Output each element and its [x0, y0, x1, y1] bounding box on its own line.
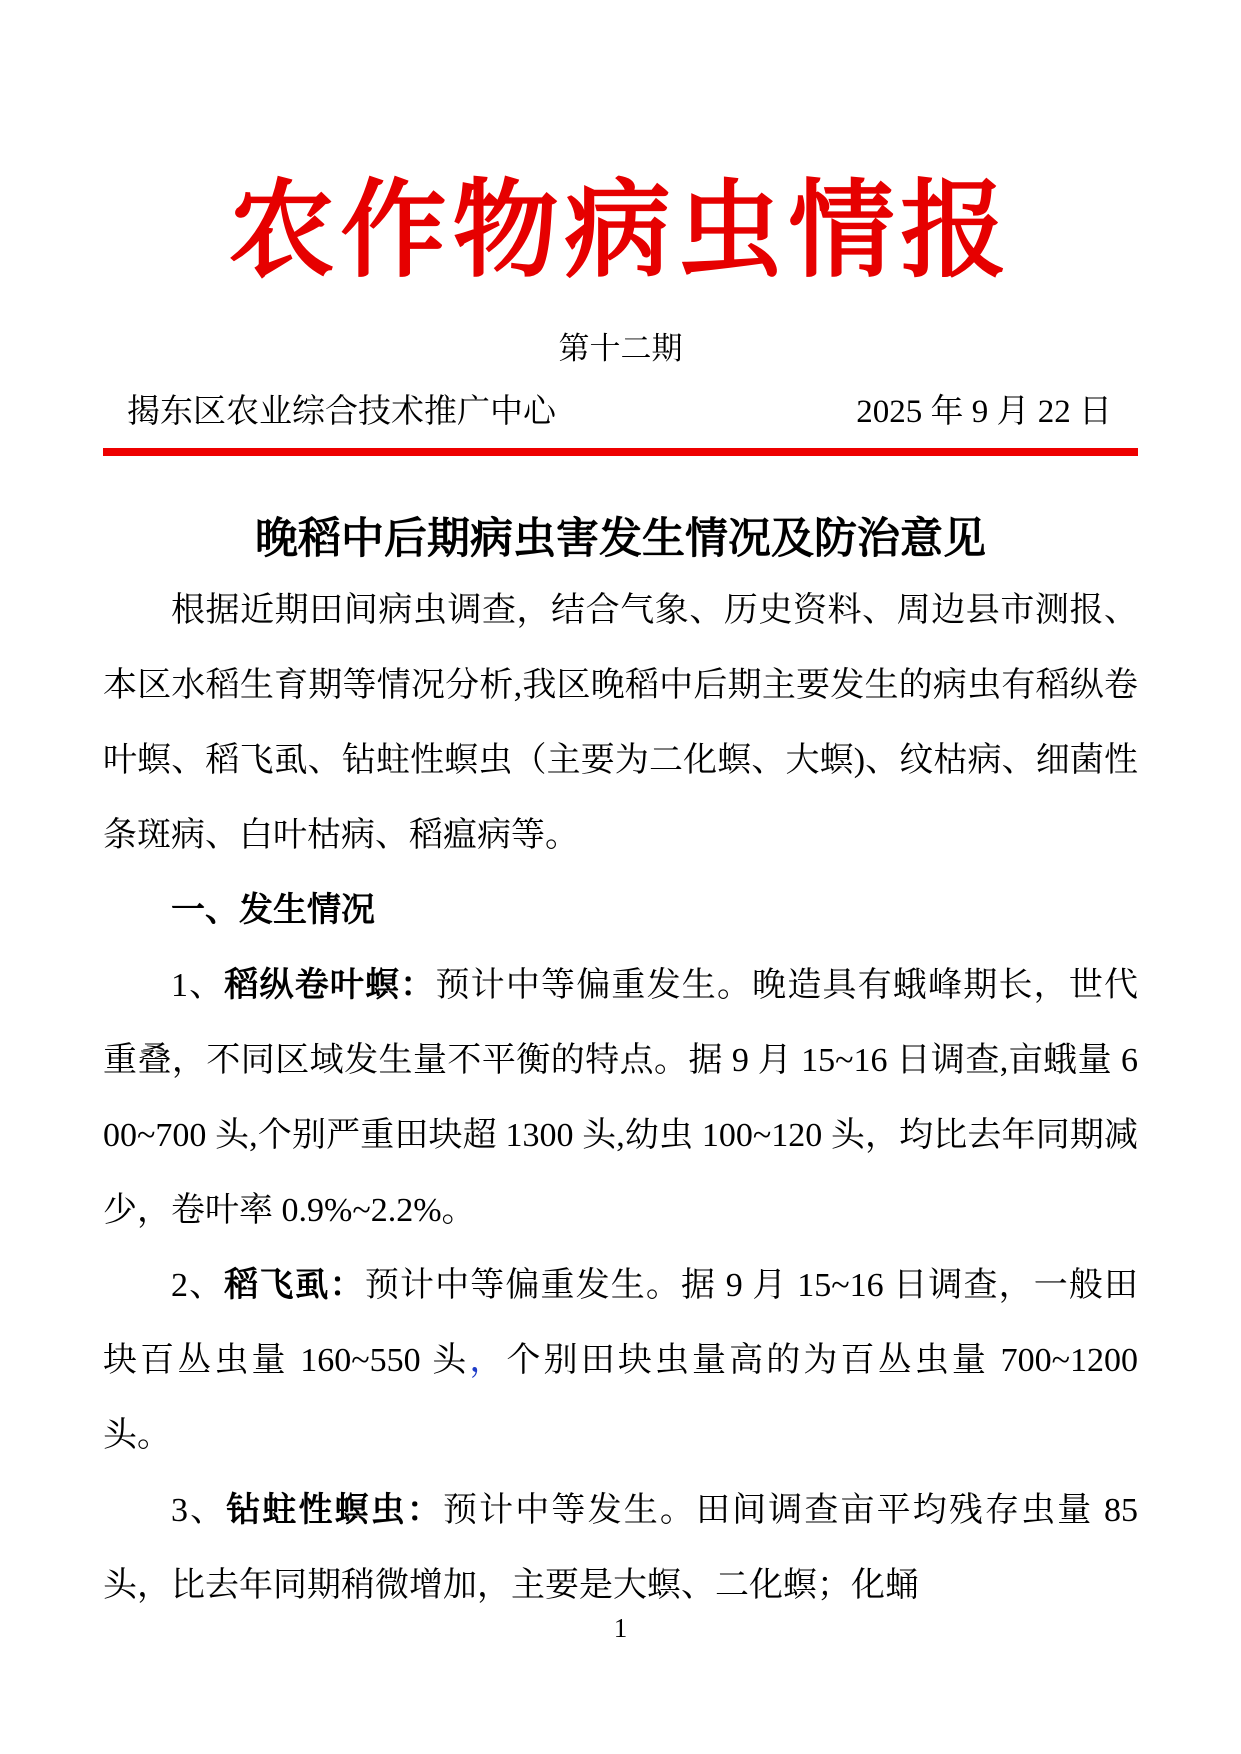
text-run: ， [469, 1342, 507, 1380]
text-run: 个别田块虫量高的为百丛虫量 700~1200 头。 [103, 1342, 1138, 1455]
text-run: 预计中等偏重发生。据 9 月 15~16 日调查，一般田块百丛虫量 160~550 头 [103, 1267, 1139, 1380]
paragraph [103, 573, 1138, 873]
text-run: 一、发生情况 [171, 891, 375, 930]
page-number: 1 [613, 1613, 628, 1643]
issue-info-row [103, 393, 1138, 433]
text-run: 稻纵卷叶螟： [224, 966, 436, 1005]
article-title: 晚稻中后期病虫害发生情况及防治意见 [255, 514, 986, 563]
red-divider [103, 448, 1138, 456]
paragraph [103, 948, 1138, 1248]
text-run: 预计中等发生。田间调查亩平均残存虫量 85 头，比去年同期稍微增加，主要是大螟、二化螟；化蛹 [103, 1492, 1139, 1605]
text-run: 1、 [171, 967, 225, 1005]
text-run: 预计中等偏重发生。晚造具有蛾峰期长，世代重叠，不同区域发生量不平衡的特点。据 9 月 15~16 日调查,亩蛾量 600~700 头,个别严重田块超 1300 头,幼虫 100~120 头，均比去年同期减少，卷叶率 0.9%~2.2%。 [103, 967, 1139, 1230]
text-run: 钻蛀性螟虫： [226, 1491, 444, 1530]
issue-date: 2025 年 9 月 22 日 [856, 394, 1112, 431]
issue-number: 第十二期 [558, 330, 683, 366]
section-heading [103, 873, 1138, 948]
text-run: 稻飞虱： [224, 1266, 365, 1305]
paragraph [103, 1473, 1138, 1623]
text-run: 3、 [171, 1492, 227, 1530]
article-body [103, 573, 1138, 1623]
masthead-title: 农作物病虫情报 [228, 167, 1013, 292]
page-content [0, 160, 1241, 1623]
issuer-name: 揭东区农业综合技术推广中心 [127, 394, 556, 431]
text-run: 根据近期田间病虫调查，结合气象、历史资料、周边县市测报、本区水稻生育期等情况分析,我区晚稻中后期主要发生的病虫有稻纵卷叶螟、稻飞虱、钻蛀性螟虫（主要为二化螟、大螟)、纹枯病、细菌性条斑病、白叶枯病、稻瘟病等。 [103, 592, 1138, 855]
text-run: 2、 [171, 1267, 225, 1305]
paragraph [103, 1248, 1138, 1473]
